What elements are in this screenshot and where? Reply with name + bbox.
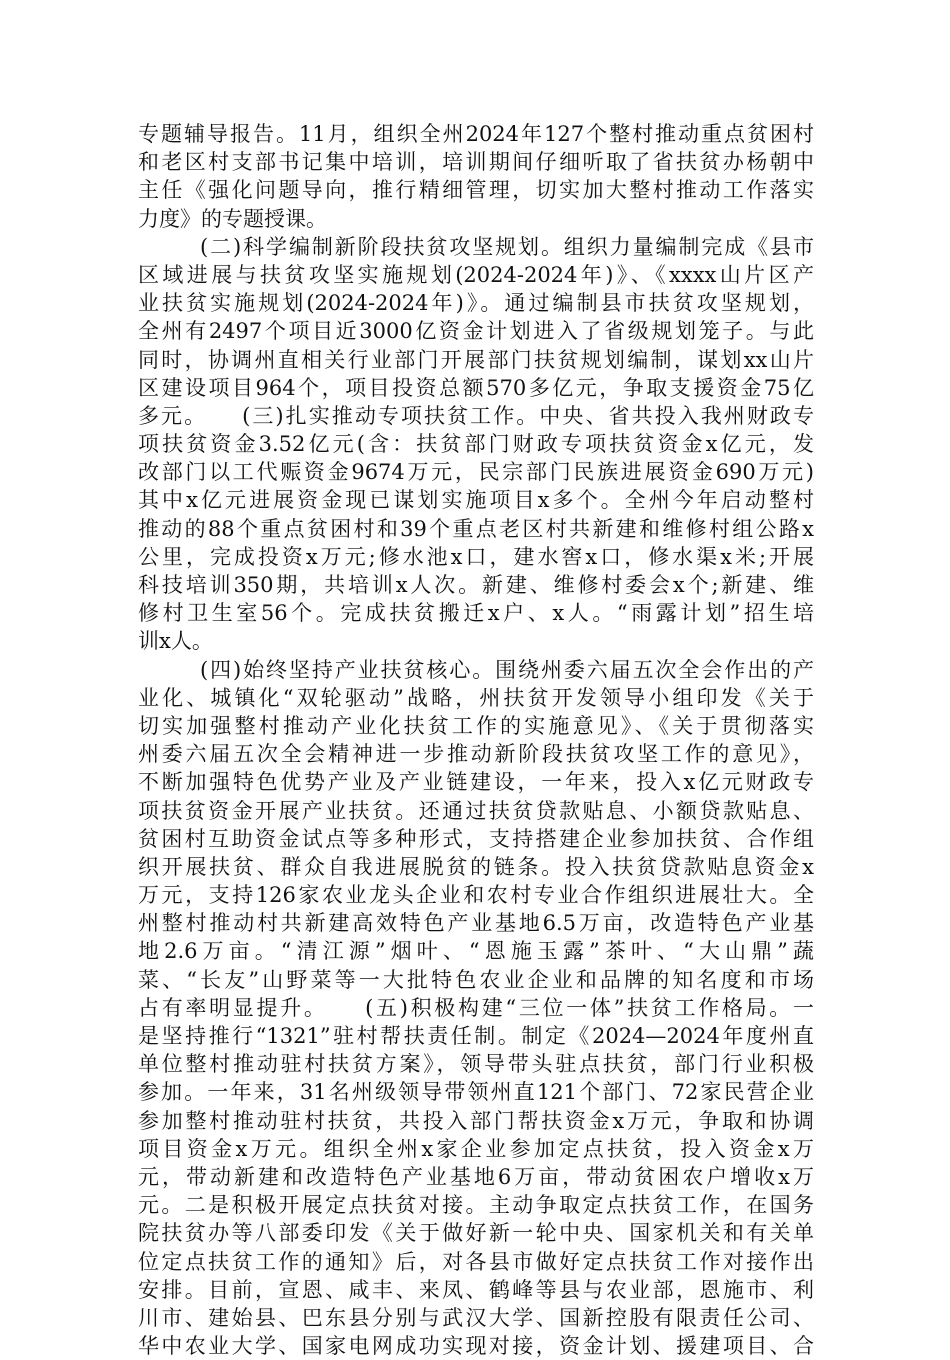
text-line: 华中农业大学、国家电网成功实现对接，资金计划、援建项目、合 bbox=[138, 1334, 814, 1359]
text-line: 主任《强化问题导向，推行精细管理，切实加大整村推动工作落实 bbox=[138, 178, 814, 203]
text-line: 其中x亿元进展资金现已谋划实施项目x多个。全州今年启动整村 bbox=[138, 488, 814, 513]
text-line: 业化、城镇化“双轮驱动”战略，州扶贫开发领导小组印发《关于 bbox=[138, 685, 814, 710]
text-line: 川市、建始县、巴东县分别与武汉大学、国新控股有限责任公司、 bbox=[138, 1305, 814, 1330]
text-line: 项目资金x万元。组织全州x家企业参加定点扶贫，投入资金x万 bbox=[138, 1136, 814, 1161]
section-heading-line: (二)科学编制新阶段扶贫攻坚规划。组织力量编制完成《县市 bbox=[200, 234, 814, 259]
text-line: 地2.6万亩。“清江源”烟叶、“恩施玉露”茶叶、“大山鼎”蔬 bbox=[138, 939, 814, 964]
text-line: 同时，协调州直相关行业部门开展部门扶贫规划编制，谋划xx山片 bbox=[138, 347, 814, 372]
text-line: 单位整村推动驻村扶贫方案》，领导带头驻点扶贫，部门行业积极 bbox=[138, 1052, 814, 1077]
text-line: 州委六届五次全会精神进一步推动新阶段扶贫攻坚工作的意见》， bbox=[138, 742, 814, 767]
text-line: 元。二是积极开展定点扶贫对接。主动争取定点扶贫工作，在国务 bbox=[138, 1193, 814, 1218]
text-line: 安排。目前，宣恩、咸丰、来凤、鹤峰等县与农业部，恩施市、利 bbox=[138, 1277, 814, 1302]
text-line: 业扶贫实施规划(2024-2024年)》。通过编制县市扶贫攻坚规划， bbox=[138, 291, 814, 316]
text-line: 万元，支持126家农业龙头企业和农村专业合作组织进展壮大。全 bbox=[138, 883, 814, 908]
text-line: 是坚持推行“1321”驻村帮扶责任制。制定《2024—2024年度州直 bbox=[138, 1024, 814, 1048]
section-heading-line: (四)始终坚持产业扶贫核心。围绕州委六届五次全会作出的产 bbox=[200, 657, 814, 682]
text-line: 参加整村推动驻村扶贫，共投入部门帮扶资金x万元，争取和协调 bbox=[138, 1108, 814, 1133]
text-line: 专题辅导报告。11月，组织全州2024年127个整村推动重点贫困村 bbox=[138, 122, 814, 146]
text-line: 公里，完成投资x万元;修水池x口，建水窖x口，修水渠x米;开展 bbox=[138, 544, 814, 569]
text-line: 全州有2497个项目近3000亿资金计划进入了省级规划笼子。与此 bbox=[138, 319, 814, 344]
text-line: 科技培训350期，共培训x人次。新建、维修村委会x个;新建、维 bbox=[138, 573, 814, 597]
text-line: 院扶贫办等八部委印发《关于做好新一轮中央、国家机关和有关单 bbox=[138, 1221, 814, 1246]
text-line: 州整村推动村共新建高效特色产业基地6.5万亩，改造特色产业基 bbox=[138, 911, 814, 936]
text-line: 力度》的专题授课。 bbox=[138, 206, 327, 231]
text-line: 多元。 (三)扎实推动专项扶贫工作。中央、省共投入我州财政专 bbox=[138, 403, 814, 428]
text-line: 改部门以工代赈资金9674万元，民宗部门民族进展资金690万元) bbox=[138, 460, 814, 485]
text-line: 元，带动新建和改造特色产业基地6万亩，带动贫困农户增收x万 bbox=[138, 1164, 814, 1189]
text-line: 区域进展与扶贫攻坚实施规划(2024-2024年)》、《xxxx山片区产 bbox=[138, 262, 814, 287]
text-line: 菜、“长友”山野菜等一大批特色农业企业和品牌的知名度和市场 bbox=[138, 967, 814, 992]
text-line: 不断加强特色优势产业及产业链建设，一年来，投入x亿元财政专 bbox=[138, 770, 814, 795]
text-line: 参加。一年来，31名州级领导带领州直121个部门、72家民营企业 bbox=[138, 1080, 814, 1105]
text-line: 项扶贫资金3.52亿元(含：扶贫部门财政专项扶贫资金x亿元，发 bbox=[138, 432, 814, 457]
text-line: 项扶贫资金开展产业扶贫。还通过扶贫贷款贴息、小额贷款贴息、 bbox=[138, 798, 814, 823]
text-line: 修村卫生室56个。完成扶贫搬迁x户、x人。“雨露计划”招生培 bbox=[138, 601, 814, 626]
text-line: 位定点扶贫工作的通知》后，对各县市做好定点扶贫工作对接作出 bbox=[138, 1249, 814, 1274]
text-line: 推动的88个重点贫困村和39个重点老区村共新建和维修村组公路x bbox=[138, 516, 814, 541]
text-line: 区建设项目964个，项目投资总额570多亿元，争取支援资金75亿 bbox=[138, 375, 814, 400]
text-line: 和老区村支部书记集中培训，培训期间仔细听取了省扶贫办杨朝中 bbox=[138, 150, 814, 175]
text-line: 占有率明显提升。 (五)积极构建“三位一体”扶贫工作格局。一 bbox=[138, 995, 814, 1020]
text-line: 训x人。 bbox=[138, 629, 213, 654]
text-line: 织开展扶贫、群众自我进展脱贫的链条。投入扶贫贷款贴息资金x bbox=[138, 854, 814, 879]
document-body bbox=[138, 120, 814, 1360]
text-line: 贫困村互助资金试点等多种形式，支持搭建企业参加扶贫、合作组 bbox=[138, 826, 814, 851]
text-line: 切实加强整村推动产业化扶贫工作的实施意见》、《关于贯彻落实 bbox=[138, 713, 814, 738]
